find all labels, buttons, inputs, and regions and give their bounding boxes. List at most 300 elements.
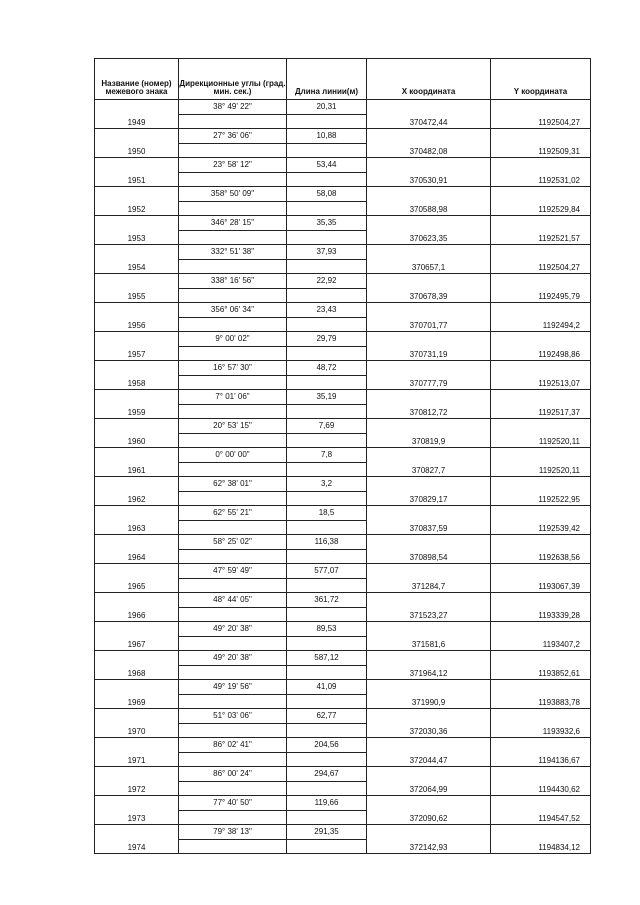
y-cell xyxy=(491,825,591,840)
y-cell: 1193883,78 xyxy=(491,694,591,709)
angle-cell: 77° 40' 50" xyxy=(179,796,287,811)
name-cell xyxy=(95,100,179,115)
segment-row xyxy=(95,245,591,260)
name-cell: 1961 xyxy=(95,462,179,477)
point-row xyxy=(95,549,591,564)
angle-cell: 356° 06' 34" xyxy=(179,303,287,318)
x-cell xyxy=(367,332,491,347)
x-cell: 370829,17 xyxy=(367,491,491,506)
segment-row xyxy=(95,216,591,231)
header-name: Название (номер) межевого знака xyxy=(95,59,179,100)
angle-cell: 38° 49' 22" xyxy=(179,100,287,115)
angle-cell xyxy=(179,578,287,593)
name-cell: 1962 xyxy=(95,491,179,506)
name-cell xyxy=(95,390,179,405)
segment-row xyxy=(95,100,591,115)
length-cell: 23,43 xyxy=(287,303,367,318)
x-cell xyxy=(367,767,491,782)
angle-cell: 332° 51' 38" xyxy=(179,245,287,260)
segment-row xyxy=(95,593,591,608)
x-cell xyxy=(367,825,491,840)
x-cell: 370731,19 xyxy=(367,346,491,361)
x-cell xyxy=(367,506,491,521)
y-cell xyxy=(491,361,591,376)
name-cell xyxy=(95,593,179,608)
name-cell xyxy=(95,506,179,521)
name-cell: 1973 xyxy=(95,810,179,825)
length-cell xyxy=(287,288,367,303)
angle-cell xyxy=(179,491,287,506)
angle-cell xyxy=(179,694,287,709)
length-cell xyxy=(287,520,367,535)
name-cell xyxy=(95,622,179,637)
name-cell xyxy=(95,477,179,492)
y-cell: 1193067,39 xyxy=(491,578,591,593)
segment-row xyxy=(95,738,591,753)
x-cell: 371523,27 xyxy=(367,607,491,622)
x-cell: 370482,08 xyxy=(367,143,491,158)
y-cell: 1192504,27 xyxy=(491,114,591,129)
x-cell: 370777,79 xyxy=(367,375,491,390)
angle-cell: 338° 16' 56" xyxy=(179,274,287,289)
y-cell xyxy=(491,767,591,782)
angle-cell: 49° 20' 38" xyxy=(179,622,287,637)
length-cell xyxy=(287,346,367,361)
y-cell xyxy=(491,622,591,637)
angle-cell xyxy=(179,433,287,448)
name-cell xyxy=(95,245,179,260)
length-cell xyxy=(287,723,367,738)
name-cell xyxy=(95,129,179,144)
length-cell xyxy=(287,375,367,390)
length-cell: 7,8 xyxy=(287,448,367,463)
point-row xyxy=(95,114,591,129)
y-cell: 1192513,07 xyxy=(491,375,591,390)
x-cell: 371990,9 xyxy=(367,694,491,709)
name-cell: 1974 xyxy=(95,839,179,854)
length-cell: 62,77 xyxy=(287,709,367,724)
x-cell: 370623,35 xyxy=(367,230,491,245)
y-cell xyxy=(491,303,591,318)
angle-cell: 86° 00' 24" xyxy=(179,767,287,782)
segment-row xyxy=(95,158,591,173)
x-cell: 370530,91 xyxy=(367,172,491,187)
table-header-row xyxy=(95,59,591,100)
x-cell: 372044,47 xyxy=(367,752,491,767)
length-cell: 89,53 xyxy=(287,622,367,637)
name-cell xyxy=(95,796,179,811)
header-y: Y координата xyxy=(491,59,591,100)
length-cell: 587,12 xyxy=(287,651,367,666)
length-cell xyxy=(287,317,367,332)
x-cell xyxy=(367,448,491,463)
y-cell xyxy=(491,535,591,550)
length-cell xyxy=(287,462,367,477)
length-cell: 7,69 xyxy=(287,419,367,434)
angle-cell xyxy=(179,839,287,854)
point-row xyxy=(95,288,591,303)
point-row xyxy=(95,810,591,825)
y-cell xyxy=(491,796,591,811)
length-cell xyxy=(287,752,367,767)
x-cell xyxy=(367,535,491,550)
x-cell xyxy=(367,390,491,405)
y-cell: 1194547,52 xyxy=(491,810,591,825)
angle-cell xyxy=(179,346,287,361)
x-cell xyxy=(367,245,491,260)
y-cell: 1192638,56 xyxy=(491,549,591,564)
y-cell xyxy=(491,158,591,173)
x-cell: 370678,39 xyxy=(367,288,491,303)
y-cell: 1192539,42 xyxy=(491,520,591,535)
point-row xyxy=(95,491,591,506)
segment-row xyxy=(95,680,591,695)
name-cell: 1966 xyxy=(95,607,179,622)
segment-row xyxy=(95,825,591,840)
x-cell: 370898,54 xyxy=(367,549,491,564)
length-cell: 291,35 xyxy=(287,825,367,840)
name-cell xyxy=(95,651,179,666)
angle-cell xyxy=(179,636,287,651)
point-row xyxy=(95,259,591,274)
x-cell: 370657,1 xyxy=(367,259,491,274)
point-row xyxy=(95,520,591,535)
length-cell: 29,79 xyxy=(287,332,367,347)
name-cell xyxy=(95,680,179,695)
x-cell xyxy=(367,361,491,376)
length-cell xyxy=(287,839,367,854)
name-cell: 1967 xyxy=(95,636,179,651)
segment-row xyxy=(95,274,591,289)
length-cell xyxy=(287,810,367,825)
length-cell xyxy=(287,201,367,216)
y-cell xyxy=(491,187,591,202)
segment-row xyxy=(95,448,591,463)
point-row xyxy=(95,839,591,854)
angle-cell xyxy=(179,230,287,245)
angle-cell xyxy=(179,114,287,129)
x-cell: 371284,7 xyxy=(367,578,491,593)
point-row xyxy=(95,172,591,187)
x-cell: 370472,44 xyxy=(367,114,491,129)
angle-cell: 27° 36' 06" xyxy=(179,129,287,144)
length-cell: 41,09 xyxy=(287,680,367,695)
y-cell xyxy=(491,274,591,289)
x-cell: 372142,93 xyxy=(367,839,491,854)
y-cell xyxy=(491,738,591,753)
angle-cell xyxy=(179,172,287,187)
x-cell xyxy=(367,593,491,608)
name-cell xyxy=(95,274,179,289)
x-cell xyxy=(367,216,491,231)
name-cell: 1949 xyxy=(95,114,179,129)
x-cell: 370701,77 xyxy=(367,317,491,332)
y-cell xyxy=(491,419,591,434)
table-body xyxy=(95,100,591,854)
segment-row xyxy=(95,535,591,550)
angle-cell xyxy=(179,665,287,680)
length-cell xyxy=(287,781,367,796)
length-cell xyxy=(287,636,367,651)
angle-cell: 49° 19' 56" xyxy=(179,680,287,695)
length-cell: 3,2 xyxy=(287,477,367,492)
length-cell: 53,44 xyxy=(287,158,367,173)
angle-cell xyxy=(179,143,287,158)
y-cell xyxy=(491,593,591,608)
point-row xyxy=(95,433,591,448)
coordinates-table-sheet xyxy=(94,58,590,854)
angle-cell xyxy=(179,752,287,767)
length-cell xyxy=(287,143,367,158)
angle-cell: 58° 25' 02" xyxy=(179,535,287,550)
x-cell: 370588,98 xyxy=(367,201,491,216)
y-cell xyxy=(491,332,591,347)
angle-cell: 62° 38' 01" xyxy=(179,477,287,492)
name-cell xyxy=(95,738,179,753)
segment-row xyxy=(95,564,591,579)
angle-cell: 51° 03' 06" xyxy=(179,709,287,724)
name-cell: 1957 xyxy=(95,346,179,361)
length-cell: 361,72 xyxy=(287,593,367,608)
name-cell: 1952 xyxy=(95,201,179,216)
x-cell xyxy=(367,158,491,173)
x-cell xyxy=(367,738,491,753)
name-cell: 1972 xyxy=(95,781,179,796)
x-cell xyxy=(367,622,491,637)
segment-row xyxy=(95,332,591,347)
y-cell: 1192529,84 xyxy=(491,201,591,216)
y-cell: 1192522,95 xyxy=(491,491,591,506)
y-cell: 1193339,28 xyxy=(491,607,591,622)
y-cell xyxy=(491,564,591,579)
name-cell xyxy=(95,216,179,231)
angle-cell xyxy=(179,201,287,216)
name-cell xyxy=(95,303,179,318)
name-cell xyxy=(95,361,179,376)
y-cell: 1192520,11 xyxy=(491,462,591,477)
point-row xyxy=(95,752,591,767)
angle-cell: 16° 57' 30" xyxy=(179,361,287,376)
name-cell: 1965 xyxy=(95,578,179,593)
angle-cell xyxy=(179,462,287,477)
length-cell: 20,31 xyxy=(287,100,367,115)
point-row xyxy=(95,578,591,593)
y-cell: 1192495,79 xyxy=(491,288,591,303)
segment-row xyxy=(95,303,591,318)
angle-cell xyxy=(179,259,287,274)
angle-cell: 9° 00' 02" xyxy=(179,332,287,347)
y-cell xyxy=(491,651,591,666)
y-cell: 1193932,6 xyxy=(491,723,591,738)
point-row xyxy=(95,694,591,709)
angle-cell: 79° 38' 13" xyxy=(179,825,287,840)
length-cell: 204,56 xyxy=(287,738,367,753)
y-cell: 1192517,37 xyxy=(491,404,591,419)
name-cell xyxy=(95,535,179,550)
angle-cell: 358° 50' 09" xyxy=(179,187,287,202)
name-cell: 1955 xyxy=(95,288,179,303)
point-row xyxy=(95,462,591,477)
x-cell: 372064,99 xyxy=(367,781,491,796)
name-cell xyxy=(95,448,179,463)
name-cell: 1958 xyxy=(95,375,179,390)
y-cell: 1192520,11 xyxy=(491,433,591,448)
point-row xyxy=(95,375,591,390)
segment-row xyxy=(95,361,591,376)
header-length: Длина линии(м) xyxy=(287,59,367,100)
segment-row xyxy=(95,767,591,782)
y-cell: 1193852,61 xyxy=(491,665,591,680)
length-cell: 22,92 xyxy=(287,274,367,289)
angle-cell xyxy=(179,781,287,796)
length-cell: 10,88 xyxy=(287,129,367,144)
y-cell: 1192531,02 xyxy=(491,172,591,187)
angle-cell: 0° 00' 00" xyxy=(179,448,287,463)
length-cell xyxy=(287,259,367,274)
angle-cell xyxy=(179,317,287,332)
name-cell xyxy=(95,332,179,347)
x-cell xyxy=(367,796,491,811)
length-cell: 116,38 xyxy=(287,535,367,550)
name-cell: 1963 xyxy=(95,520,179,535)
header-angle: Дирекционные углы (град. мин. сек.) xyxy=(179,59,287,100)
x-cell: 370812,72 xyxy=(367,404,491,419)
x-cell: 370827,7 xyxy=(367,462,491,477)
y-cell xyxy=(491,216,591,231)
length-cell xyxy=(287,114,367,129)
name-cell: 1951 xyxy=(95,172,179,187)
name-cell xyxy=(95,767,179,782)
x-cell: 371964,12 xyxy=(367,665,491,680)
name-cell xyxy=(95,564,179,579)
name-cell: 1950 xyxy=(95,143,179,158)
name-cell: 1968 xyxy=(95,665,179,680)
length-cell xyxy=(287,172,367,187)
name-cell: 1956 xyxy=(95,317,179,332)
length-cell xyxy=(287,433,367,448)
point-row xyxy=(95,230,591,245)
y-cell xyxy=(491,448,591,463)
y-cell xyxy=(491,129,591,144)
segment-row xyxy=(95,622,591,637)
length-cell xyxy=(287,665,367,680)
y-cell: 1194136,67 xyxy=(491,752,591,767)
angle-cell: 47° 59' 49" xyxy=(179,564,287,579)
segment-row xyxy=(95,129,591,144)
name-cell: 1954 xyxy=(95,259,179,274)
segment-row xyxy=(95,796,591,811)
y-cell: 1192521,57 xyxy=(491,230,591,245)
y-cell: 1192494,2 xyxy=(491,317,591,332)
angle-cell: 49° 20' 38" xyxy=(179,651,287,666)
name-cell xyxy=(95,709,179,724)
point-row xyxy=(95,143,591,158)
length-cell: 35,35 xyxy=(287,216,367,231)
angle-cell: 86° 02' 41" xyxy=(179,738,287,753)
x-cell xyxy=(367,100,491,115)
x-cell xyxy=(367,419,491,434)
segment-row xyxy=(95,477,591,492)
length-cell xyxy=(287,607,367,622)
length-cell xyxy=(287,578,367,593)
y-cell: 1194834,12 xyxy=(491,839,591,854)
x-cell xyxy=(367,709,491,724)
x-cell xyxy=(367,187,491,202)
length-cell: 35,19 xyxy=(287,390,367,405)
x-cell: 370819,9 xyxy=(367,433,491,448)
angle-cell: 346° 28' 15" xyxy=(179,216,287,231)
point-row xyxy=(95,317,591,332)
x-cell: 372090,62 xyxy=(367,810,491,825)
x-cell xyxy=(367,680,491,695)
x-cell xyxy=(367,651,491,666)
y-cell xyxy=(491,245,591,260)
length-cell: 577,07 xyxy=(287,564,367,579)
name-cell xyxy=(95,419,179,434)
angle-cell xyxy=(179,520,287,535)
segment-row xyxy=(95,419,591,434)
name-cell: 1970 xyxy=(95,723,179,738)
angle-cell xyxy=(179,288,287,303)
length-cell: 294,67 xyxy=(287,767,367,782)
length-cell: 37,93 xyxy=(287,245,367,260)
segment-row xyxy=(95,709,591,724)
y-cell xyxy=(491,506,591,521)
length-cell xyxy=(287,491,367,506)
header-x: X координата xyxy=(367,59,491,100)
angle-cell xyxy=(179,549,287,564)
coordinates-table xyxy=(94,58,591,854)
point-row xyxy=(95,636,591,651)
name-cell: 1960 xyxy=(95,433,179,448)
segment-row xyxy=(95,187,591,202)
y-cell: 1192498,86 xyxy=(491,346,591,361)
segment-row xyxy=(95,390,591,405)
x-cell xyxy=(367,564,491,579)
angle-cell xyxy=(179,607,287,622)
name-cell xyxy=(95,187,179,202)
angle-cell: 62° 55' 21" xyxy=(179,506,287,521)
name-cell xyxy=(95,158,179,173)
point-row xyxy=(95,665,591,680)
length-cell xyxy=(287,694,367,709)
angle-cell xyxy=(179,375,287,390)
x-cell xyxy=(367,129,491,144)
name-cell: 1953 xyxy=(95,230,179,245)
x-cell xyxy=(367,303,491,318)
segment-row xyxy=(95,651,591,666)
angle-cell xyxy=(179,723,287,738)
y-cell: 1192504,27 xyxy=(491,259,591,274)
point-row xyxy=(95,201,591,216)
length-cell: 48,72 xyxy=(287,361,367,376)
y-cell: 1194430,62 xyxy=(491,781,591,796)
angle-cell xyxy=(179,404,287,419)
segment-row xyxy=(95,506,591,521)
name-cell: 1969 xyxy=(95,694,179,709)
angle-cell: 20° 53' 15" xyxy=(179,419,287,434)
angle-cell: 48° 44' 05" xyxy=(179,593,287,608)
y-cell xyxy=(491,680,591,695)
length-cell: 18,5 xyxy=(287,506,367,521)
y-cell xyxy=(491,477,591,492)
angle-cell: 23° 58' 12" xyxy=(179,158,287,173)
x-cell xyxy=(367,274,491,289)
point-row xyxy=(95,781,591,796)
length-cell xyxy=(287,549,367,564)
point-row xyxy=(95,346,591,361)
x-cell: 371581,6 xyxy=(367,636,491,651)
